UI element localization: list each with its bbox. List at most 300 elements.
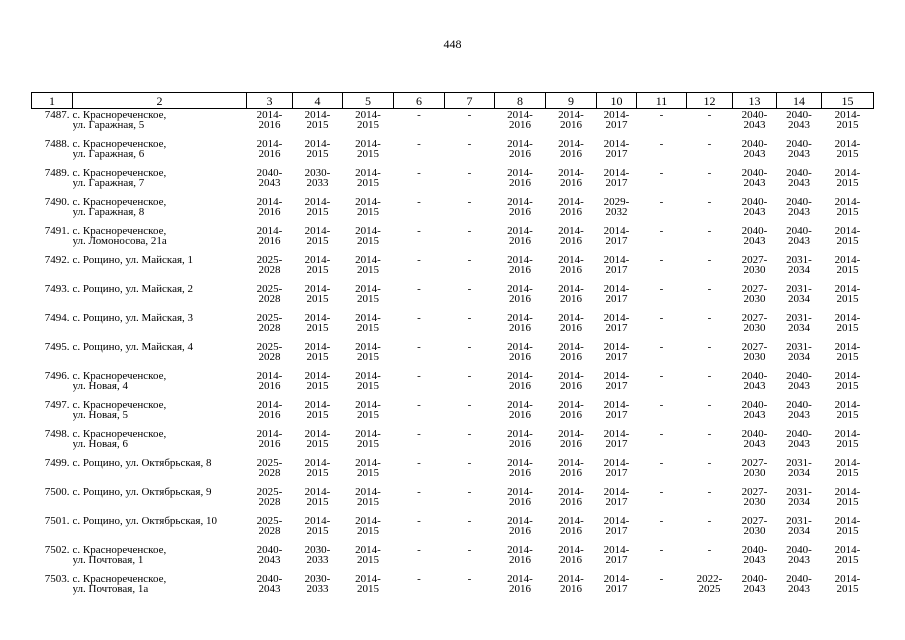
term-cell <box>394 167 445 196</box>
term-cell <box>546 196 597 225</box>
term-cell <box>687 544 733 573</box>
term-cell <box>687 428 733 457</box>
term-line: 2016 <box>560 206 582 218</box>
term-line: 2040- <box>786 109 812 121</box>
term-line: 2014- <box>834 196 861 208</box>
term-cell <box>637 312 687 341</box>
term-cell <box>546 486 597 515</box>
term-line: 2015 <box>306 206 329 218</box>
term-line: 2014- <box>834 254 861 266</box>
term-line: 2017 <box>605 467 628 479</box>
term-line: 2014- <box>355 167 381 179</box>
term-cell <box>247 515 293 544</box>
term-line: 2014- <box>507 515 533 527</box>
term-line: 2015 <box>357 554 379 566</box>
row-number: 7492. <box>44 254 70 266</box>
term-cell <box>822 370 874 399</box>
term-line: 2014- <box>355 283 381 295</box>
term-line: 2025 <box>698 583 721 595</box>
address-line: с. Краснореченское, <box>72 399 167 411</box>
term-line: 2015 <box>836 409 859 421</box>
term-line: 2027- <box>741 341 768 353</box>
table-row <box>32 167 874 196</box>
term-line: - <box>467 515 472 527</box>
term-line: 2040- <box>741 167 768 179</box>
term-line: - <box>659 544 664 556</box>
term-line: 2014- <box>304 283 331 295</box>
term-line: - <box>467 312 472 324</box>
term-line: 2016 <box>509 177 531 189</box>
term-line: 2030 <box>743 467 766 479</box>
term-cell <box>637 109 687 139</box>
address-cell <box>73 399 247 428</box>
address-line: ул. Гаражная, 6 <box>72 148 145 160</box>
term-line: - <box>659 486 664 498</box>
term-cell <box>733 573 777 602</box>
term-line: 2015 <box>306 148 329 160</box>
term-cell <box>733 515 777 544</box>
term-cell <box>546 544 597 573</box>
term-line: 2016 <box>560 525 582 537</box>
term-cell <box>822 109 874 139</box>
term-line: 2016 <box>560 235 582 247</box>
term-cell <box>822 457 874 486</box>
term-line: 2034 <box>788 264 810 276</box>
term-line: 2043 <box>788 554 810 566</box>
term-cell <box>597 138 637 167</box>
term-line: 2016 <box>560 467 582 479</box>
term-cell <box>546 167 597 196</box>
term-cell <box>343 109 394 139</box>
term-line: 2015 <box>836 119 859 131</box>
term-line: 2016 <box>509 264 531 276</box>
term-cell <box>247 573 293 602</box>
term-cell <box>445 399 495 428</box>
term-line: 2015 <box>357 148 379 160</box>
term-line: 2015 <box>357 235 379 247</box>
term-line: 2015 <box>306 380 329 392</box>
term-line: 2016 <box>560 583 582 595</box>
term-cell <box>546 225 597 254</box>
term-line: 2015 <box>836 438 859 450</box>
address-line: с. Рощино, ул. Майская, 2 <box>72 283 194 295</box>
term-line: 2043 <box>743 119 766 131</box>
term-cell <box>247 312 293 341</box>
term-line: - <box>707 399 712 411</box>
column-header: 13 <box>733 93 777 109</box>
term-line: - <box>659 370 664 382</box>
address-cell <box>73 254 247 283</box>
address-line: ул. Почтовая, 1 <box>72 554 144 566</box>
term-line: 2014- <box>834 428 861 440</box>
term-line: 2014- <box>603 225 630 237</box>
term-line: 2014- <box>834 312 861 324</box>
address-cell <box>73 428 247 457</box>
term-line: 2014- <box>256 138 283 150</box>
term-line: - <box>659 138 664 150</box>
term-cell <box>687 515 733 544</box>
term-cell <box>394 544 445 573</box>
term-line: 2025- <box>256 283 283 295</box>
term-line: - <box>707 486 712 498</box>
term-cell <box>597 109 637 139</box>
term-line: - <box>417 109 421 121</box>
term-line: 2015 <box>836 293 859 305</box>
term-line: - <box>417 167 421 179</box>
term-line: 2043 <box>743 583 766 595</box>
term-cell <box>343 515 394 544</box>
term-cell <box>343 312 394 341</box>
term-line: - <box>467 196 472 208</box>
term-cell <box>293 254 343 283</box>
term-line: 2031- <box>786 254 812 266</box>
term-line: 2025- <box>256 254 283 266</box>
term-cell <box>733 283 777 312</box>
term-line: 2014- <box>304 225 331 237</box>
term-line: - <box>467 544 472 556</box>
term-cell <box>445 370 495 399</box>
term-cell <box>687 457 733 486</box>
term-line: 2016 <box>258 380 281 392</box>
term-line: 2014- <box>355 428 381 440</box>
term-cell <box>687 254 733 283</box>
term-line: - <box>467 225 472 237</box>
address-line: с. Краснореченское, <box>72 370 167 382</box>
address-cell <box>73 312 247 341</box>
term-line: 2032 <box>605 206 628 218</box>
term-cell <box>394 283 445 312</box>
address-line: ул. Новая, 6 <box>72 438 128 450</box>
term-line: - <box>659 254 664 266</box>
term-cell <box>247 109 293 139</box>
term-cell <box>394 341 445 370</box>
term-cell <box>247 196 293 225</box>
term-line: 2015 <box>306 235 329 247</box>
term-line: - <box>659 167 664 179</box>
term-line: - <box>707 109 712 121</box>
term-cell <box>293 167 343 196</box>
term-line: 2014- <box>507 457 533 469</box>
term-line: 2016 <box>509 496 531 508</box>
term-cell <box>637 544 687 573</box>
term-line: 2015 <box>836 496 859 508</box>
term-cell <box>343 457 394 486</box>
term-line: 2015 <box>836 235 859 247</box>
term-line: 2034 <box>788 525 810 537</box>
term-line: - <box>467 457 472 469</box>
term-line: - <box>467 109 472 121</box>
term-line: 2030 <box>743 525 766 537</box>
term-line: 2014- <box>603 544 630 556</box>
term-line: 2029- <box>603 196 630 208</box>
term-cell <box>597 428 637 457</box>
term-line: 2015 <box>357 496 379 508</box>
term-line: 2015 <box>357 409 379 421</box>
term-cell <box>394 515 445 544</box>
term-line: - <box>659 399 664 411</box>
term-cell <box>445 312 495 341</box>
term-line: 2043 <box>743 380 766 392</box>
term-line: 2027- <box>741 515 768 527</box>
term-line: 2016 <box>509 293 531 305</box>
term-line: 2016 <box>258 409 281 421</box>
row-number: 7500. <box>44 486 70 498</box>
term-cell <box>445 283 495 312</box>
term-cell <box>637 254 687 283</box>
term-cell <box>343 196 394 225</box>
row-number: 7496. <box>44 370 70 382</box>
address-line: с. Краснореченское, <box>72 109 167 121</box>
term-line: 2014- <box>558 399 584 411</box>
term-line: 2040- <box>786 196 812 208</box>
term-line: 2040- <box>741 196 768 208</box>
term-line: 2017 <box>605 322 628 334</box>
term-line: 2017 <box>605 293 628 305</box>
term-cell <box>546 254 597 283</box>
term-line: 2014- <box>507 399 533 411</box>
address-cell <box>73 225 247 254</box>
term-line: 2043 <box>788 438 810 450</box>
term-line: 2034 <box>788 351 810 363</box>
term-line: 2014- <box>304 312 331 324</box>
term-cell <box>637 399 687 428</box>
term-cell <box>822 515 874 544</box>
term-cell <box>394 225 445 254</box>
term-line: 2043 <box>743 177 766 189</box>
term-cell <box>733 138 777 167</box>
term-line: 2015 <box>836 322 859 334</box>
address-line: с. Краснореченское, <box>72 225 167 237</box>
term-line: 2040- <box>741 370 768 382</box>
term-line: 2014- <box>603 109 630 121</box>
term-line: 2043 <box>788 380 810 392</box>
term-line: 2014- <box>834 109 861 121</box>
term-line: 2014- <box>558 544 584 556</box>
term-cell <box>394 457 445 486</box>
address-line: ул. Гаражная, 8 <box>72 206 145 218</box>
term-cell <box>343 428 394 457</box>
term-line: 2015 <box>357 293 379 305</box>
term-line: 2016 <box>560 322 582 334</box>
term-line: 2014- <box>256 196 283 208</box>
term-cell <box>777 399 822 428</box>
term-line: - <box>707 428 712 440</box>
term-cell <box>394 486 445 515</box>
term-line: 2043 <box>258 583 281 595</box>
term-cell <box>343 486 394 515</box>
term-line: 2017 <box>605 554 628 566</box>
term-line: 2014- <box>558 283 584 295</box>
column-header: 4 <box>293 93 343 109</box>
term-line: 2014- <box>507 254 533 266</box>
term-line: 2031- <box>786 341 812 353</box>
term-cell <box>822 312 874 341</box>
table-row <box>32 312 874 341</box>
term-cell <box>394 573 445 602</box>
term-cell <box>293 196 343 225</box>
term-cell <box>445 515 495 544</box>
term-line: 2014- <box>507 544 533 556</box>
term-cell <box>445 428 495 457</box>
term-line: 2040- <box>786 167 812 179</box>
term-cell <box>445 196 495 225</box>
term-line: 2016 <box>258 438 281 450</box>
column-header: 8 <box>495 93 546 109</box>
term-line: - <box>707 283 712 295</box>
term-line: 2016 <box>560 409 582 421</box>
term-line: 2040- <box>786 573 812 585</box>
table-row <box>32 109 874 139</box>
term-cell <box>495 573 546 602</box>
term-line: 2030- <box>304 167 331 179</box>
term-line: 2014- <box>834 370 861 382</box>
term-line: 2043 <box>258 177 281 189</box>
term-cell <box>495 399 546 428</box>
term-cell <box>293 109 343 139</box>
term-line: - <box>659 515 664 527</box>
term-line: - <box>659 312 664 324</box>
term-cell <box>495 138 546 167</box>
column-header: 14 <box>777 93 822 109</box>
term-cell <box>394 312 445 341</box>
term-line: 2040- <box>786 138 812 150</box>
term-line: 2015 <box>836 177 859 189</box>
term-line: 2014- <box>507 109 533 121</box>
term-line: - <box>467 138 472 150</box>
term-cell <box>293 283 343 312</box>
term-line: 2033 <box>306 177 329 189</box>
term-line: 2014- <box>256 109 283 121</box>
term-line: - <box>659 225 664 237</box>
term-cell <box>777 573 822 602</box>
term-line: 2022- <box>696 573 723 585</box>
term-cell <box>394 254 445 283</box>
term-cell <box>247 138 293 167</box>
address-line: ул. Новая, 4 <box>72 380 128 392</box>
term-line: 2014- <box>603 283 630 295</box>
term-line: 2014- <box>507 370 533 382</box>
term-line: 2015 <box>836 525 859 537</box>
term-line: 2014- <box>304 138 331 150</box>
term-line: 2016 <box>509 119 531 131</box>
term-line: 2043 <box>788 119 810 131</box>
term-cell <box>597 544 637 573</box>
term-line: 2030- <box>304 544 331 556</box>
column-header: 12 <box>687 93 733 109</box>
term-cell <box>733 312 777 341</box>
term-line: - <box>707 196 712 208</box>
term-cell <box>687 486 733 515</box>
term-cell <box>777 283 822 312</box>
term-line: 2014- <box>304 428 331 440</box>
term-line: 2014- <box>558 312 584 324</box>
term-line: 2043 <box>743 409 766 421</box>
term-line: 2043 <box>788 148 810 160</box>
term-cell <box>343 370 394 399</box>
term-line: 2014- <box>355 254 381 266</box>
address-line: с. Краснореченское, <box>72 138 167 150</box>
term-line: 2014- <box>558 138 584 150</box>
term-cell <box>597 515 637 544</box>
term-line: 2025- <box>256 312 283 324</box>
term-cell <box>293 457 343 486</box>
address-line: с. Краснореченское, <box>72 167 167 179</box>
term-line: 2015 <box>306 438 329 450</box>
address-cell <box>73 486 247 515</box>
term-line: 2014- <box>507 196 533 208</box>
term-cell <box>687 283 733 312</box>
term-line: 2040- <box>786 428 812 440</box>
term-line: 2015 <box>357 438 379 450</box>
term-cell <box>394 370 445 399</box>
term-line: 2014- <box>507 486 533 498</box>
term-cell <box>597 312 637 341</box>
term-line: 2014- <box>603 515 630 527</box>
row-number: 7487. <box>44 109 70 121</box>
term-cell <box>445 138 495 167</box>
term-line: - <box>707 370 712 382</box>
term-cell <box>495 341 546 370</box>
row-number: 7498. <box>44 428 70 440</box>
term-line: 2016 <box>560 148 582 160</box>
row-number: 7503. <box>44 573 70 585</box>
term-line: 2014- <box>507 283 533 295</box>
term-line: 2015 <box>306 525 329 537</box>
term-line: 2014- <box>355 370 381 382</box>
term-cell <box>637 486 687 515</box>
address-line: с. Краснореченское, <box>72 573 167 585</box>
address-line: ул. Новая, 5 <box>72 409 128 421</box>
term-line: 2014- <box>603 341 630 353</box>
term-line: - <box>417 196 421 208</box>
term-cell <box>637 457 687 486</box>
term-line: 2014- <box>355 573 381 585</box>
term-line: 2017 <box>605 525 628 537</box>
row-number: 7497. <box>44 399 70 411</box>
term-cell <box>822 196 874 225</box>
term-line: 2017 <box>605 496 628 508</box>
term-cell <box>394 138 445 167</box>
term-line: 2014- <box>256 428 283 440</box>
term-cell <box>597 196 637 225</box>
term-line: - <box>467 167 472 179</box>
term-cell <box>247 544 293 573</box>
term-line: 2015 <box>836 264 859 276</box>
term-line: 2014- <box>834 283 861 295</box>
term-line: 2030 <box>743 351 766 363</box>
term-cell <box>777 486 822 515</box>
term-line: 2014- <box>603 486 630 498</box>
term-line: 2016 <box>560 380 582 392</box>
term-cell <box>546 283 597 312</box>
term-line: 2043 <box>788 583 810 595</box>
term-line: 2014- <box>558 457 584 469</box>
term-line: 2014- <box>355 312 381 324</box>
term-line: 2015 <box>836 148 859 160</box>
term-line: 2014- <box>355 109 381 121</box>
term-line: 2034 <box>788 293 810 305</box>
address-cell <box>73 138 247 167</box>
address-line: с. Рощино, ул. Майская, 1 <box>72 254 194 266</box>
term-cell <box>637 196 687 225</box>
term-line: - <box>467 370 472 382</box>
term-line: 2014- <box>507 573 533 585</box>
term-cell <box>822 399 874 428</box>
term-cell <box>495 196 546 225</box>
term-line: 2016 <box>258 206 281 218</box>
term-cell <box>637 370 687 399</box>
term-cell <box>445 457 495 486</box>
